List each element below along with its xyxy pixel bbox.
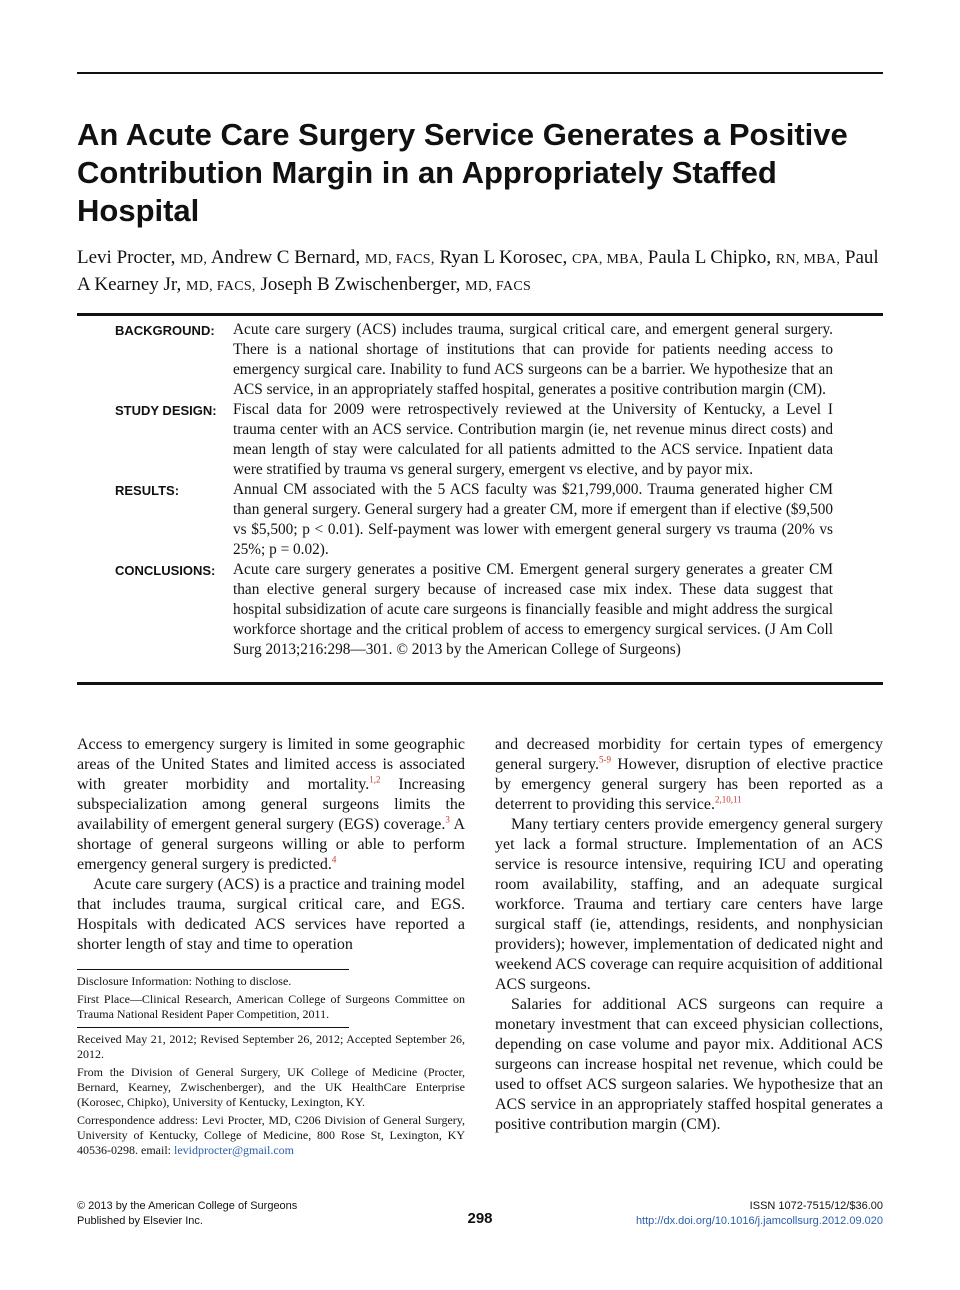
body-paragraph: Acute care surgery (ACS) is a practice and training model that includes trauma, surgical critical care, and EGS. Hospitals with dedicated ACS services have reported a shorter length of stay and time to operation [77, 876, 465, 953]
footer-right [636, 1199, 883, 1229]
abstract-section [77, 320, 883, 400]
award-note: First Place—Clinical Research, American College of Surgeons Committee on Trauma National Resident Paper Competition, 2011. [77, 992, 465, 1021]
doi-link[interactable]: http://dx.doi.org/10.1016/j.jamcollsurg.2012.09.020 [635, 1215, 883, 1227]
publisher: Published by Elsevier Inc. [77, 1215, 203, 1227]
citation-link[interactable]: 3 [445, 814, 450, 825]
abstract-section [77, 480, 883, 560]
abstract [77, 320, 883, 660]
author: Ryan L Korosec, CPA, MBA, [439, 247, 644, 268]
author: Joseph B Zwischenberger, MD, FACS [260, 274, 532, 295]
affiliation-note: From the Division of General Surgery, UK College of Medicine (Procter, Bernard, Kearney, Zwischenberger), and the UK HealthCare Enterprise (Korosec, Chipko), University of Kentucky, Lexington, KY. [77, 1065, 465, 1109]
body-paragraph: Access to emergency surgery is limited in some geographic areas of the United States and limited access is associated with greater morbidity and mortality.$^{1,2}$ Increasing subspecialization among general surgeons limits the availability of emergent general surgery (EGS) coverage.$^3$ A shortage of general surgeons willing or able to perform emergency general surgery is predicted.$^4$ [77, 736, 466, 873]
citation-link[interactable]: 4 [331, 854, 337, 865]
abstract-bottom-rule [77, 682, 883, 685]
email-link[interactable]: levidprocter@gmail.com [173, 1143, 294, 1157]
abstract-label: CONCLUSIONS: [115, 563, 216, 578]
abstract-text: Acute care surgery (ACS) includes trauma, surgical critical care, and emergent general surgery. There is a national shortage of institutions that can provide for patients needing access to emergency surgical care. Inability to fund ACS surgeons can be a barrier. We hypothesize that an ACS service, in an appropriately staffed hospital, generates a positive contribution margin (CM). [233, 321, 833, 398]
top-rule [77, 72, 883, 74]
body-paragraph: Many tertiary centers provide emergency general surgery yet lack a formal structure. Implementation of an ACS service is resource intensive, requiring ICU and operating room availability, staffing, and an adequate surgical workforce. Trauma and tertiary care centers have large surgical staff (ie, attendings, residents, and nonphysician providers); however, implementation of dedicated night and weekend ACS coverage can require acquisition of additional ACS surgeons. [495, 816, 883, 993]
citation-link[interactable]: 5-9 [599, 754, 612, 765]
body-paragraph: Salaries for additional ACS surgeons can require a monetary investment that can exceed physician collections, depending on case volume and payor mix. Additional ACS surgeons can increase hospital net revenue, which could be used to offset ACS surgeon salaries. We hypothesize that an ACS service in an appropriately staffed hospital generates a positive contribution margin (CM). [495, 996, 883, 1133]
body-paragraph: and decreased morbidity for certain types of emergency general surgery.$^{5-9}$ However, disruption of elective practice by emergency general surgery has been reported as a deterrent to providing this service.$^{2,10,11}$ [495, 736, 883, 813]
copyright: © 2013 by the American College of Surgeons [77, 1200, 298, 1212]
abstract-text: Acute care surgery generates a positive CM. Emergent general surgery generates a greater CM than elective general surgery because of increased case mix index. These data suggest that hospital subsidization of acute care surgeons is financially feasible and might address the surgical workforce shortage and the critical problem of access to emergency surgical services. (J Am Coll Surg 2013;216:298—301. © 2013 by the American College of Surgeons) [233, 561, 833, 658]
abstract-label: BACKGROUND: [115, 323, 215, 338]
footnotes [77, 974, 465, 1161]
body-column-left [77, 735, 465, 955]
abstract-label: RESULTS: [115, 483, 180, 498]
article-title: An Acute Care Surgery Service Generates a Positive Contribution Margin in an Appropriately Staffed Hospital [77, 117, 848, 228]
abstract-label: STUDY DESIGN: [115, 403, 217, 418]
author: Paula L Chipko, RN, MBA, [647, 247, 841, 268]
dates-note: Received May 21, 2012; Revised September 26, 2012; Accepted September 26, 2012. [77, 1032, 465, 1061]
abstract-text: Fiscal data for 2009 were retrospectively reviewed at the University of Kentucky, a Level I trauma center with an ACS service. Contribution margin (ie, net revenue minus direct costs) and mean length of stay were calculated for all patients admitted to the ACS service. Inpatient data were stratified by trauma vs general surgery, emergent vs elective, and by payor mix. [233, 401, 833, 478]
body-column-right [495, 735, 883, 1135]
author: Paul A Kearney Jr, MD, FACS, [77, 247, 879, 295]
correspondence-note: Correspondence address: Levi Procter, MD, C206 Division of General Surgery, University of Kentucky, College of Medicine, 800 Rose St, Lexington, KY 40536-0298. email: levidprocter@gmail.com [77, 1113, 465, 1157]
author: Andrew C Bernard, MD, FACS, [210, 247, 435, 268]
footnote-rule [77, 1027, 349, 1028]
page-number: 298 [467, 1210, 493, 1227]
abstract-section [77, 560, 883, 660]
abstract-text: Annual CM associated with the 5 ACS faculty was $21,799,000. Trauma generated higher CM than general surgery. General surgery had a greater CM, more if emergent than if elective ($9,500 vs $5,500; p < 0.01). Self-payment was lower with emergent general surgery vs trauma (20% vs 25%; p = 0.02). [233, 481, 833, 558]
footnote-rule [77, 969, 349, 970]
disclosure-note: Disclosure Information: Nothing to disclose. [77, 974, 292, 988]
author-list [77, 245, 883, 299]
author: Levi Procter, MD, [77, 247, 208, 268]
issn: ISSN 1072-7515/12/$36.00 [749, 1200, 883, 1212]
citation-link[interactable]: 1,2 [369, 774, 381, 785]
abstract-top-rule [77, 313, 883, 316]
abstract-section [77, 400, 883, 480]
citation-link[interactable]: 2,10,11 [714, 794, 742, 805]
